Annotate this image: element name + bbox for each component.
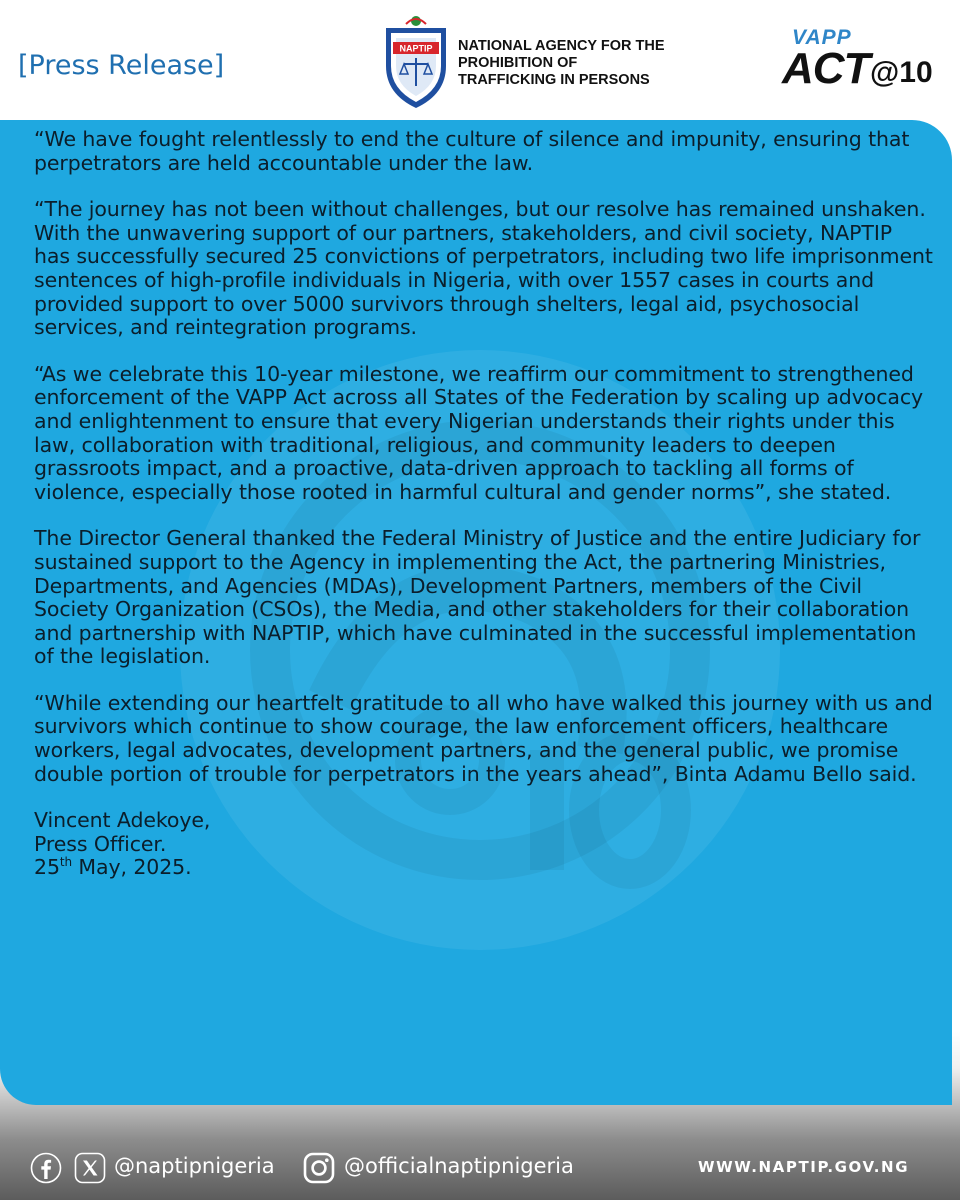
date-rest: May, 2025. — [72, 855, 192, 880]
x-twitter-icon[interactable] — [74, 1152, 106, 1184]
paragraph-4: The Director General thanked the Federal Ministry of Justice and the entire Judiciary for sustained support to the Agency in implementing the Act, the partnering Ministries, Departments, and Agencies (MDAs), Development Partners, members of the Civil Society Organization (CSOs), the Media, and other stakeholders for their collaboration and partnership with NAPTIP, which have culminated in the successful implementation of the legislation. — [34, 526, 921, 669]
instagram-handle[interactable]: @officialnaptipnigeria — [344, 1154, 574, 1178]
press-release-label: [Press Release] — [18, 50, 225, 81]
footer — [0, 1140, 960, 1200]
agency-line-1: NATIONAL AGENCY FOR THE — [458, 38, 665, 54]
vapp-act-logo — [782, 26, 942, 96]
paragraph-5: “While extending our heartfelt gratitude to all who have walked this journey with us and survivors which continue to show courage, the law enforcement officers, healthcare workers, legal advocates, development partners, and the general public, we promise double portion of trouble for perpetrators in the years ahead”, Binta Adamu Bello said. — [34, 690, 933, 786]
agency-name — [458, 38, 698, 89]
signatory-title: Press Officer. — [34, 831, 167, 856]
press-release-card — [0, 120, 952, 1105]
paragraph-3: “As we celebrate this 10-year milestone, we reaffirm our commitment to strengthened enforcement of the VAPP Act across all States of the Federation by scaling up advocacy and enlightenment to ensure that every Nigerian understands their rights under this law, collaboration with traditional, religious, and community leaders to deepen grassroots impact, and a proactive, data-driven approach to tackling all forms of violence, especially those rooted in harmful cultural and gender norms”, she stated. — [34, 361, 924, 504]
vapp-word: VAPP — [792, 26, 852, 49]
act-word: ACT — [782, 44, 870, 93]
date-day: 25 — [34, 855, 60, 880]
paragraph-2: “The journey has not been without challenges, but our resolve has remained unshaken. With the unwavering support of our partners, stakeholders, and civil society, NAPTIP has successfully secured 25 convictions of perpetrators, including two life imprisonment sentences of high-profile individuals in Nigeria, with over 1557 cases in courts and provided support to over 5000 survivors through shelters, legal aid, psychosocial services, and reintegration programs. — [34, 197, 933, 340]
signature-block — [34, 809, 934, 880]
twitter-handle[interactable]: @naptipnigeria — [114, 1154, 275, 1178]
at-ten: @10 — [870, 56, 933, 89]
signatory-name: Vincent Adekoye, — [34, 808, 211, 833]
paragraph-1: “We have fought relentlessly to end the culture of silence and impunity, ensuring that perpetrators are held accountable under the law. — [34, 127, 910, 175]
header — [0, 0, 960, 115]
facebook-icon[interactable] — [30, 1152, 62, 1184]
date-suffix: th — [59, 855, 73, 870]
naptip-emblem-icon — [380, 14, 452, 110]
agency-line-2: PROHIBITION OF — [458, 55, 578, 71]
press-release-body — [34, 128, 934, 880]
instagram-icon[interactable] — [303, 1152, 335, 1184]
agency-line-3: TRAFFICKING IN PERSONS — [458, 72, 650, 88]
emblem-text: NAPTIP — [399, 43, 433, 54]
release-date — [34, 856, 934, 880]
website-link[interactable]: WWW.NAPTIP.GOV.NG — [698, 1158, 910, 1176]
